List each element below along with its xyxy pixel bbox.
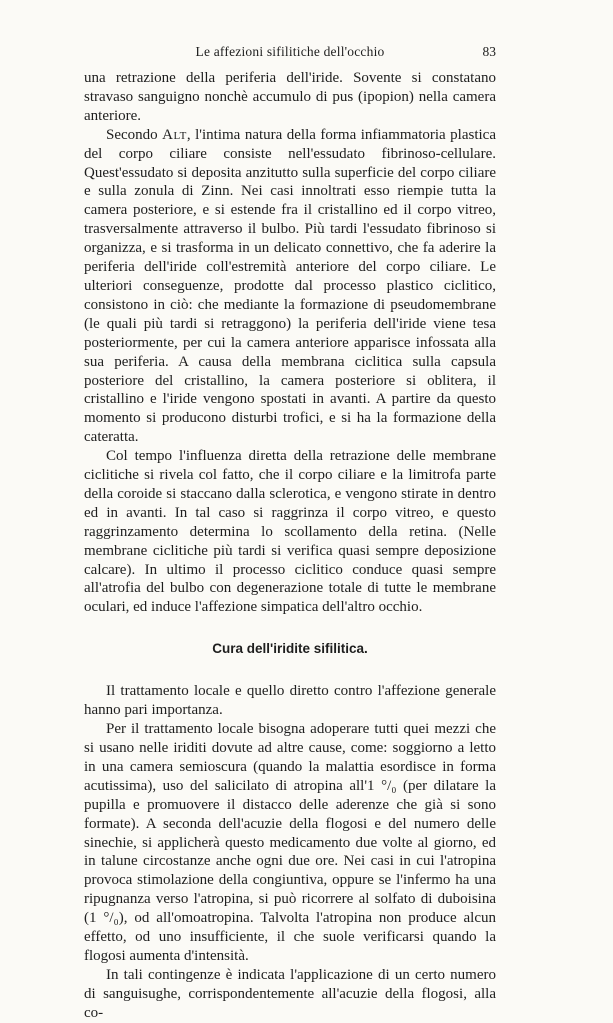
paragraph-6: In tali contingenze è indicata l'applicazione di un certo numero di sanguisughe, corrispondentemente all'acuzie della flogosi, alla co- (84, 966, 496, 1021)
paragraph-3: Col tempo l'influenza diretta della retrazione delle membrane ciclitiche si rivela col fatto, che il corpo ciliare e la limitrofa parte della coroide si staccano dalla sclerotica, e vengono stirate in dentro ed in avanti. In tal caso si raggrinza il corpo vitreo, e questo raggrinzamento determina lo scollamento della retina. (Nelle membrane ciclitiche più tardi si verifica quasi sempre deposizione calcare). In ultimo il processo ciclitico conduce quasi sempre all'atrofia del bulbo con degenerazione totale di tutte le membrane oculari, ed induce l'affezione simpatica dell'altro occhio. (84, 448, 496, 616)
paragraph-5: Per il trattamento locale bisogna adoperare tutti quei mezzi che si usano nelle iriditi dovute ad altre cause, come: soggiorno a letto in una camera semioscura (quando la malattia esordisce in forma acutissima), uso del salicilato di atropina all'1 °/₀ (per dilatare la pupilla e promuovere il distacco delle aderenze che già si sono formate). A seconda dell'acuzie della flogosi e del numero delle sinechie, si applicherà questo medicamento due volte al giorno, ed in talune circostanze anche ogni due ore. Nei casi in cui l'atropina provoca stimolazione della congiuntiva, oppure se l'infermo ha una ripugnanza verso l'atropina, si può ricorrere al solfato di duboisina (1 °/₀), od all'omoatropina. Talvolta l'atropina non produce alcun effetto, od uno insufficiente, il che suole verificarsi quando la flogosi aumenta d'intensità. (84, 721, 496, 964)
paragraph-4: Il trattamento locale e quello diretto contro l'affezione generale hanno pari importanza. (84, 683, 496, 719)
author-name: Alt (162, 126, 187, 143)
paragraph-2-lead: Secondo (106, 126, 163, 143)
running-title: Le affezioni sifilitiche dell'occhio (195, 44, 385, 59)
paragraph-2 (84, 126, 496, 447)
paragraph-1: una retrazione della periferia dell'iride. Sovente si constatano stravaso sanguigno nonchè accumulo di pus (ipopion) nella camera anteriore. (84, 70, 496, 124)
paragraph-2-body: , l'intima natura della forma infiammatoria plastica del corpo ciliare consiste nell'essudato fibrinoso-cellulare. Quest'essudato si deposita anzitutto sulla superficie del corpo ciliare e sulla zonula di Zinn. Nei casi innoltrati esso riempie tutta la camera posteriore, e si estende fra il cristallino ed il corpo vitreo, trasversalmente attraverso il bulbo. Più tardi l'essudato fibrinoso si organizza, e si trasforma in un delicato connettivo, che fa aderire la periferia dell'iride coll'estremità anteriore del corpo ciliare. Le ulteriori conseguenze, prodotte dal processo plastico ciclitico, consistono in ciò: che mediante la formazione di pseudomembrane (le quali più tardi si retraggono) la periferia dell'iride viene tesa posteriormente, per cui la camera anteriore apparisce infossata alla sua periferia. A causa della membrana ciclitica sulla capsula posteriore del cristallino, la camera posteriore si oblitera, il cristallino e l'iride vengono spostati in avanti. A partire da questo momento si producono disturbi trofici, e si ha la formazione della cateratta. (84, 126, 496, 446)
page-header (84, 44, 496, 64)
section-heading-block (84, 617, 496, 682)
section-heading: Cura dell'iridite sifilitica. (212, 641, 368, 657)
page-number: 83 (482, 44, 496, 59)
body-text (84, 69, 496, 1023)
